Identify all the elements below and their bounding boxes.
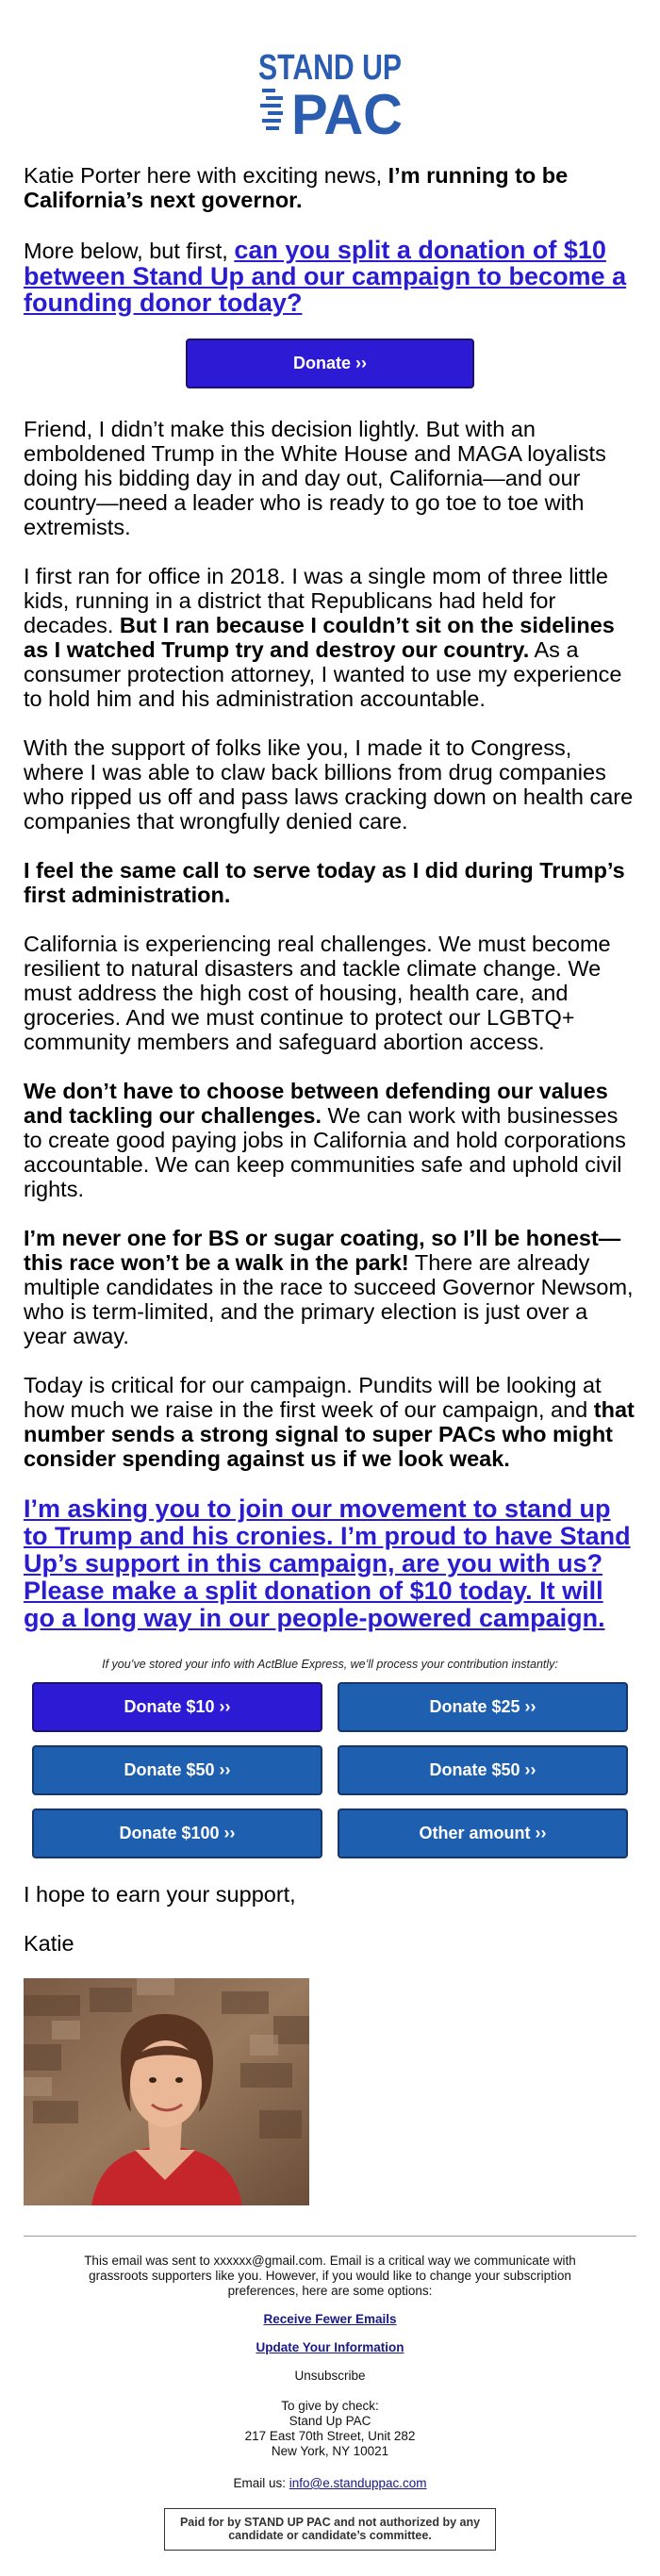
paragraph-honest: I’m never one for BS or sugar coating, so I’ll be honest—this race won’t be a walk in the park! There are already multiple candidates in the race to succeed Governor Newsom, who is term-limited, and the primary election is just over a year away. <box>24 1226 634 1348</box>
paragraph-challenges: California is experiencing real challenges. We must become resilient to natural disasters and tackle climate change. We must address the high cost of housing, health care, and groceries. And we must continue to protect our LGBTQ+ community members and safeguard abortion access. <box>24 932 611 1054</box>
paragraph-values: We don’t have to choose between defending our values and tackling our challenges. We can work with businesses to create good paying jobs in California and hold corporations accountable. We can keep communities safe and uphold civil rights. <box>24 1079 626 1201</box>
paragraph-decision: Friend, I didn’t make this decision lightly. But with an emboldened Trump in the White House and MAGA loyalists doing his bidding day in and day out, California—and our country—need a leader who is ready to go toe to toe with extremists. <box>24 417 606 539</box>
subscription-notice: This email was sent to xxxxxx@gmail.com. Email is a critical way we communicate with grassroots supporters like you. However, if you would like to change your subscription preferences, here are some options: <box>84 2254 576 2298</box>
receive-fewer-emails-link[interactable]: Receive Fewer Emails <box>263 2312 397 2326</box>
donate-25-button[interactable]: Donate $25 ›› <box>338 1682 628 1732</box>
stand-up-pac-logo <box>256 41 404 146</box>
signature: Katie <box>24 1931 74 1956</box>
paragraph-call-to-serve: I feel the same call to serve today as I did during Trump’s first administration. <box>24 858 625 907</box>
logo-text-pac: PAC <box>291 83 403 146</box>
check-label: To give by check: <box>281 2399 379 2413</box>
first-ask-paragraph: More below, but first, can you split a donation of $10 between Stand Up and our campaign to become a founding donor today? <box>24 236 627 317</box>
check-city: New York, NY 10021 <box>271 2444 389 2458</box>
contact-email-line: Email us: info@e.standuppac.com <box>233 2476 427 2490</box>
split-donation-link[interactable]: can you split a donation of $10 between Stand Up and our campaign to become a founding donor today? <box>24 236 627 317</box>
closing-line: I hope to earn your support, <box>24 1882 296 1907</box>
donate-100-button[interactable]: Donate $100 ›› <box>32 1808 322 1858</box>
donate-other-amount-button[interactable]: Other amount ›› <box>338 1808 628 1858</box>
paragraph-critical: Today is critical for our campaign. Pundits will be looking at how much we raise in the first week of our campaign, and that number sends a strong signal to super PACs who might consider spending against us if we look weak. <box>24 1373 635 1471</box>
check-name: Stand Up PAC <box>289 2414 371 2428</box>
movement-donation-link[interactable]: I’m asking you to join our movement to stand up to Trump and his cronies. I’m proud to have Stand Up’s support in this campaign, are you with us? Please make a split donation of $10 today. It will go a long way in our people-powered campaign. <box>24 1494 631 1632</box>
donate-10-button[interactable]: Donate $10 ›› <box>32 1682 322 1732</box>
logo-text-stand-up: STAND UP <box>258 48 402 88</box>
check-street: 217 East 70th Street, Unit 282 <box>244 2429 416 2443</box>
katie-porter-photo <box>24 1978 309 2205</box>
paragraph-congress: With the support of folks like you, I made it to Congress, where I was able to claw back billions from drug companies who ripped us off and pass laws cracking down on health care companies that wrongfully denied care. <box>24 735 634 834</box>
intro-paragraph: Katie Porter here with exciting news, I’m running to be California’s next governor. <box>24 163 569 212</box>
email-page <box>0 41 660 2551</box>
donate-50-button[interactable]: Donate $50 ›› <box>32 1745 322 1795</box>
paid-for-disclaimer: Paid for by STAND UP PAC and not authorized by any candidate or candidate’s committee. <box>164 2508 496 2551</box>
actblue-express-note: If you’ve stored your info with ActBlue Express, we’ll process your contribution instantly: <box>102 1658 558 1671</box>
intro-announcement: I’m running to be California’s next governor. <box>24 163 569 212</box>
donate-button[interactable]: Donate ›› <box>186 339 474 388</box>
contact-email-link[interactable]: info@e.standuppac.com <box>289 2476 427 2490</box>
unsubscribe-link[interactable]: Unsubscribe <box>294 2369 366 2383</box>
check-address-block <box>24 2399 636 2459</box>
donation-button-grid <box>32 1682 628 1858</box>
email-footer <box>24 2236 636 2551</box>
movement-ask-paragraph <box>24 1495 636 1632</box>
update-information-link[interactable]: Update Your Information <box>256 2340 404 2354</box>
logo-mic-icon <box>260 89 283 130</box>
paragraph-first-run: I first ran for office in 2018. I was a single mom of three little kids, running in a district that Republicans had held for decades. But I ran because I couldn’t sit on the sidelines as I watched Trump try and destroy our country. As a consumer protection attorney, I wanted to use my experience to hold him and his administration accountable. <box>24 564 622 711</box>
donate-50-button-alt[interactable]: Donate $50 ›› <box>338 1745 628 1795</box>
